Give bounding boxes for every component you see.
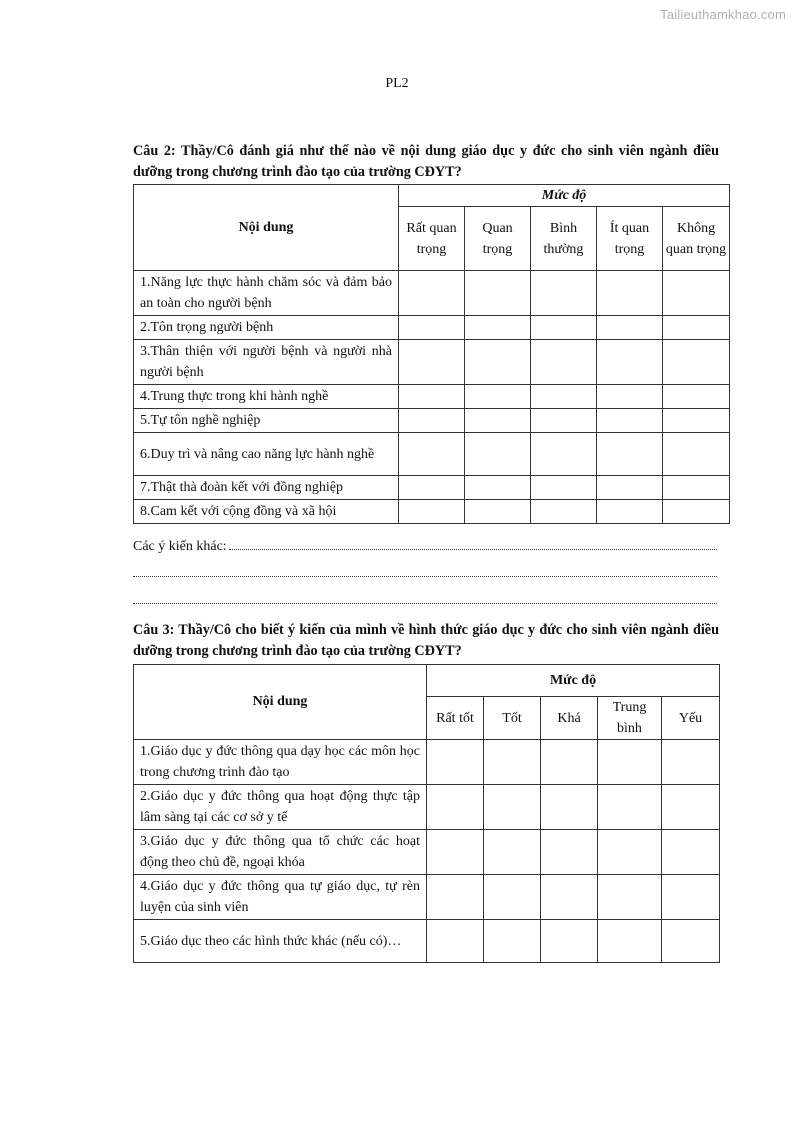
- table-row: [134, 740, 720, 785]
- rating-cell[interactable]: [531, 385, 597, 409]
- other-opinions: [133, 535, 717, 616]
- rating-cell[interactable]: [484, 830, 541, 875]
- rating-cell[interactable]: [399, 409, 465, 433]
- rating-cell[interactable]: [484, 740, 541, 785]
- rating-cell[interactable]: [427, 740, 484, 785]
- rating-cell[interactable]: [663, 476, 730, 500]
- rating-cell[interactable]: [531, 500, 597, 524]
- row-label: 4.Giáo dục y đức thông qua tự giáo dục, tự rèn luyện của sinh viên: [134, 875, 427, 920]
- row-label: 1.Giáo dục y đức thông qua dạy học các môn học trong chương trình đào tạo: [134, 740, 427, 785]
- option-header: Yếu: [662, 697, 720, 740]
- content-header: Nội dung: [134, 185, 399, 271]
- rating-cell[interactable]: [597, 385, 663, 409]
- rating-cell[interactable]: [598, 875, 662, 920]
- rating-cell[interactable]: [597, 271, 663, 316]
- option-header: Rất tốt: [427, 697, 484, 740]
- rating-cell[interactable]: [399, 500, 465, 524]
- rating-cell[interactable]: [662, 920, 720, 963]
- other-opinions-line[interactable]: [133, 535, 717, 562]
- rating-cell[interactable]: [662, 830, 720, 875]
- table-row: [134, 476, 730, 500]
- row-label: 8.Cam kết với cộng đồng và xã hội: [134, 500, 399, 524]
- level-header: Mức độ: [427, 665, 720, 697]
- rating-cell[interactable]: [663, 433, 730, 476]
- question-3-title: Câu 3: Thầy/Cô cho biết ý kiến của mình về hình thức giáo dục y đức cho sinh viên ngành điều dưỡng trong chương trình đào tạo của trường CĐYT?: [133, 622, 719, 659]
- rating-cell[interactable]: [598, 740, 662, 785]
- rating-cell[interactable]: [663, 271, 730, 316]
- table-row: [134, 920, 720, 963]
- rating-cell[interactable]: [663, 316, 730, 340]
- table-row: [134, 785, 720, 830]
- row-label: 2.Tôn trọng người bệnh: [134, 316, 399, 340]
- rating-cell[interactable]: [427, 875, 484, 920]
- table-row: [134, 409, 730, 433]
- rating-cell[interactable]: [399, 316, 465, 340]
- rating-cell[interactable]: [465, 385, 531, 409]
- rating-cell[interactable]: [597, 316, 663, 340]
- rating-cell[interactable]: [427, 920, 484, 963]
- level-header: Mức độ: [399, 185, 730, 207]
- question-2-table: [133, 184, 730, 524]
- rating-cell[interactable]: [484, 920, 541, 963]
- rating-cell[interactable]: [465, 271, 531, 316]
- rating-cell[interactable]: [531, 316, 597, 340]
- rating-cell[interactable]: [399, 476, 465, 500]
- rating-cell[interactable]: [598, 785, 662, 830]
- question-2-title: Câu 2: Thầy/Cô đánh giá như thế nào về nội dung giáo dục y đức cho sinh viên ngành điều dưỡng trong chương trình đào tạo của trường CĐYT?: [133, 143, 719, 180]
- rating-cell[interactable]: [465, 476, 531, 500]
- rating-cell[interactable]: [465, 340, 531, 385]
- rating-cell[interactable]: [465, 433, 531, 476]
- row-label: 6.Duy trì và nâng cao năng lực hành nghề: [134, 433, 399, 476]
- table-row: [134, 271, 730, 316]
- rating-cell[interactable]: [597, 433, 663, 476]
- table-row: [134, 385, 730, 409]
- table-row: [134, 500, 730, 524]
- table-row: [134, 875, 720, 920]
- option-header: Rất quan trọng: [399, 207, 465, 271]
- row-label: 3.Giáo dục y đức thông qua tổ chức các hoạt động theo chủ đề, ngoại khóa: [134, 830, 427, 875]
- rating-cell[interactable]: [541, 875, 598, 920]
- rating-cell[interactable]: [597, 409, 663, 433]
- option-header: Bình thường: [531, 207, 597, 271]
- other-opinions-label: Các ý kiến khác:: [133, 539, 227, 554]
- rating-cell[interactable]: [399, 433, 465, 476]
- rating-cell[interactable]: [598, 830, 662, 875]
- row-label: 4.Trung thực trong khi hành nghề: [134, 385, 399, 409]
- option-header: Ít quan trọng: [597, 207, 663, 271]
- rating-cell[interactable]: [427, 830, 484, 875]
- rating-cell[interactable]: [484, 785, 541, 830]
- rating-cell[interactable]: [662, 875, 720, 920]
- table-row: [134, 316, 730, 340]
- rating-cell[interactable]: [399, 271, 465, 316]
- rating-cell[interactable]: [597, 340, 663, 385]
- rating-cell[interactable]: [484, 875, 541, 920]
- row-label: 3.Thân thiện với người bệnh và người nhà người bệnh: [134, 340, 399, 385]
- rating-cell[interactable]: [663, 500, 730, 524]
- option-header: Trung bình: [598, 697, 662, 740]
- other-opinions-line[interactable]: [133, 589, 717, 616]
- option-header: Tốt: [484, 697, 541, 740]
- rating-cell[interactable]: [663, 409, 730, 433]
- row-label: 5.Tự tôn nghề nghiệp: [134, 409, 399, 433]
- rating-cell[interactable]: [541, 740, 598, 785]
- rating-cell[interactable]: [541, 920, 598, 963]
- rating-cell[interactable]: [531, 271, 597, 316]
- rating-cell[interactable]: [663, 385, 730, 409]
- rating-cell[interactable]: [427, 785, 484, 830]
- row-label: 2.Giáo dục y đức thông qua hoạt động thực tập lâm sàng tại các cơ sở y tế: [134, 785, 427, 830]
- watermark: Tailieuthamkhao.com: [660, 7, 786, 22]
- option-header: Khá: [541, 697, 598, 740]
- rating-cell[interactable]: [662, 740, 720, 785]
- rating-cell[interactable]: [597, 500, 663, 524]
- rating-cell[interactable]: [531, 476, 597, 500]
- page-label: PL2: [385, 76, 409, 91]
- rating-cell[interactable]: [399, 340, 465, 385]
- row-label: 5.Giáo dục theo các hình thức khác (nếu có)…: [134, 920, 427, 963]
- rating-cell[interactable]: [541, 830, 598, 875]
- rating-cell[interactable]: [465, 316, 531, 340]
- option-header: Quan trọng: [465, 207, 531, 271]
- row-label: 1.Năng lực thực hành chăm sóc và đảm bảo an toàn cho người bệnh: [134, 271, 399, 316]
- rating-cell[interactable]: [531, 409, 597, 433]
- table-row: [134, 830, 720, 875]
- table-row: [134, 433, 730, 476]
- rating-cell[interactable]: [597, 476, 663, 500]
- rating-cell[interactable]: [399, 385, 465, 409]
- rating-cell[interactable]: [531, 340, 597, 385]
- rating-cell[interactable]: [465, 500, 531, 524]
- row-label: 7.Thật thà đoàn kết với đồng nghiệp: [134, 476, 399, 500]
- rating-cell[interactable]: [531, 433, 597, 476]
- other-opinions-line[interactable]: [133, 562, 717, 589]
- rating-cell[interactable]: [465, 409, 531, 433]
- question-3-table: [133, 664, 720, 963]
- option-header: Không quan trọng: [663, 207, 730, 271]
- rating-cell[interactable]: [541, 785, 598, 830]
- rating-cell[interactable]: [598, 920, 662, 963]
- table-row: [134, 340, 730, 385]
- rating-cell[interactable]: [662, 785, 720, 830]
- content-header: Nội dung: [134, 665, 427, 740]
- rating-cell[interactable]: [663, 340, 730, 385]
